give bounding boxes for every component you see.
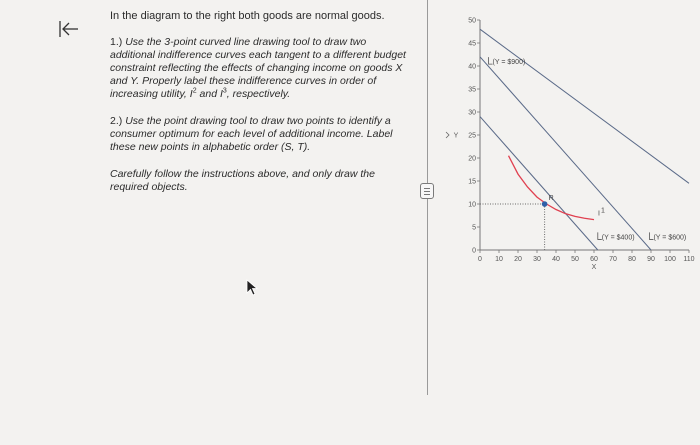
budget-line-0 — [480, 117, 598, 250]
step-1-text-a: Use the 3-point curved line drawing tool to draw two additional indifference curves each tangent to a different budget constraint reflecting the effects of changing income on goods X and Y. Properly label these indifference curves in order of increasing utility, I — [110, 36, 406, 100]
x-tick-label-80: 80 — [628, 256, 636, 263]
x-tick-label-100: 100 — [664, 256, 676, 263]
curve-label-sup: 1 — [601, 207, 605, 215]
step-2-number: 2.) — [110, 115, 123, 127]
mouse-cursor-icon — [246, 279, 260, 297]
x-tick-label-40: 40 — [552, 256, 560, 263]
y-tick-label-10: 10 — [468, 201, 476, 209]
y-tick-label-30: 30 — [468, 109, 476, 117]
indifference-curve-i1 — [509, 156, 595, 220]
y-tick-label-5: 5 — [472, 224, 476, 232]
step-2-text: Use the point drawing tool to draw two points to identify a consumer optimum for each level of additional income. Label these new points in alphabetic order (S, T). — [110, 115, 393, 153]
step-1 — [110, 36, 410, 101]
x-tick-label-70: 70 — [609, 256, 617, 263]
intro-text: In the diagram to the right both goods are normal goods. — [110, 10, 385, 22]
x-tick-label-20: 20 — [514, 256, 522, 263]
instructions-panel — [110, 10, 410, 194]
y-tick-label-25: 25 — [468, 132, 476, 140]
indifference-graph[interactable] — [440, 0, 700, 300]
panel-resize-handle[interactable] — [420, 183, 434, 199]
step-2 — [110, 115, 410, 154]
x-tick-label-110: 110 — [683, 256, 695, 263]
y-tick-label-50: 50 — [468, 17, 476, 25]
budget-label-y400: (Y = $400) — [601, 234, 635, 242]
step-1-text-c: , respectively. — [226, 88, 291, 100]
y-tick-label-20: 20 — [468, 155, 476, 163]
x-tick-label-10: 10 — [495, 256, 503, 263]
budget-label-y600: (Y = $600) — [653, 234, 687, 242]
back-arrow-icon[interactable] — [58, 18, 80, 40]
curve-label: I — [598, 210, 600, 218]
x-tick-label-90: 90 — [647, 256, 655, 263]
point-r-label: R — [548, 195, 554, 202]
x-tick-label-60: 60 — [590, 256, 598, 263]
x-tick-label-0: 0 — [478, 256, 482, 263]
step-1-text-b: and I — [199, 88, 223, 100]
y-tick-label-15: 15 — [468, 178, 476, 186]
note-text: Carefully follow the instructions above, and only draw the required objects. — [110, 168, 375, 193]
y-tick-label-45: 45 — [468, 40, 476, 48]
graph-panel[interactable] — [440, 0, 700, 300]
y-axis-label: Y — [453, 132, 459, 140]
y-tick-label-40: 40 — [468, 63, 476, 71]
x-axis-label: X — [591, 264, 597, 271]
budget-line-1 — [480, 57, 651, 250]
budget-label-y900: (Y = $900) — [492, 59, 526, 67]
step-1-sup-a: 2 — [192, 87, 197, 95]
y-tick-label-0: 0 — [472, 247, 476, 255]
step-1-sup-b: 3 — [222, 87, 227, 95]
x-tick-label-30: 30 — [533, 256, 541, 263]
x-tick-label-50: 50 — [571, 256, 579, 263]
y-axis-caret — [446, 132, 449, 138]
step-1-number: 1.) — [110, 36, 123, 48]
point-r — [542, 201, 548, 207]
y-tick-label-35: 35 — [468, 86, 476, 94]
